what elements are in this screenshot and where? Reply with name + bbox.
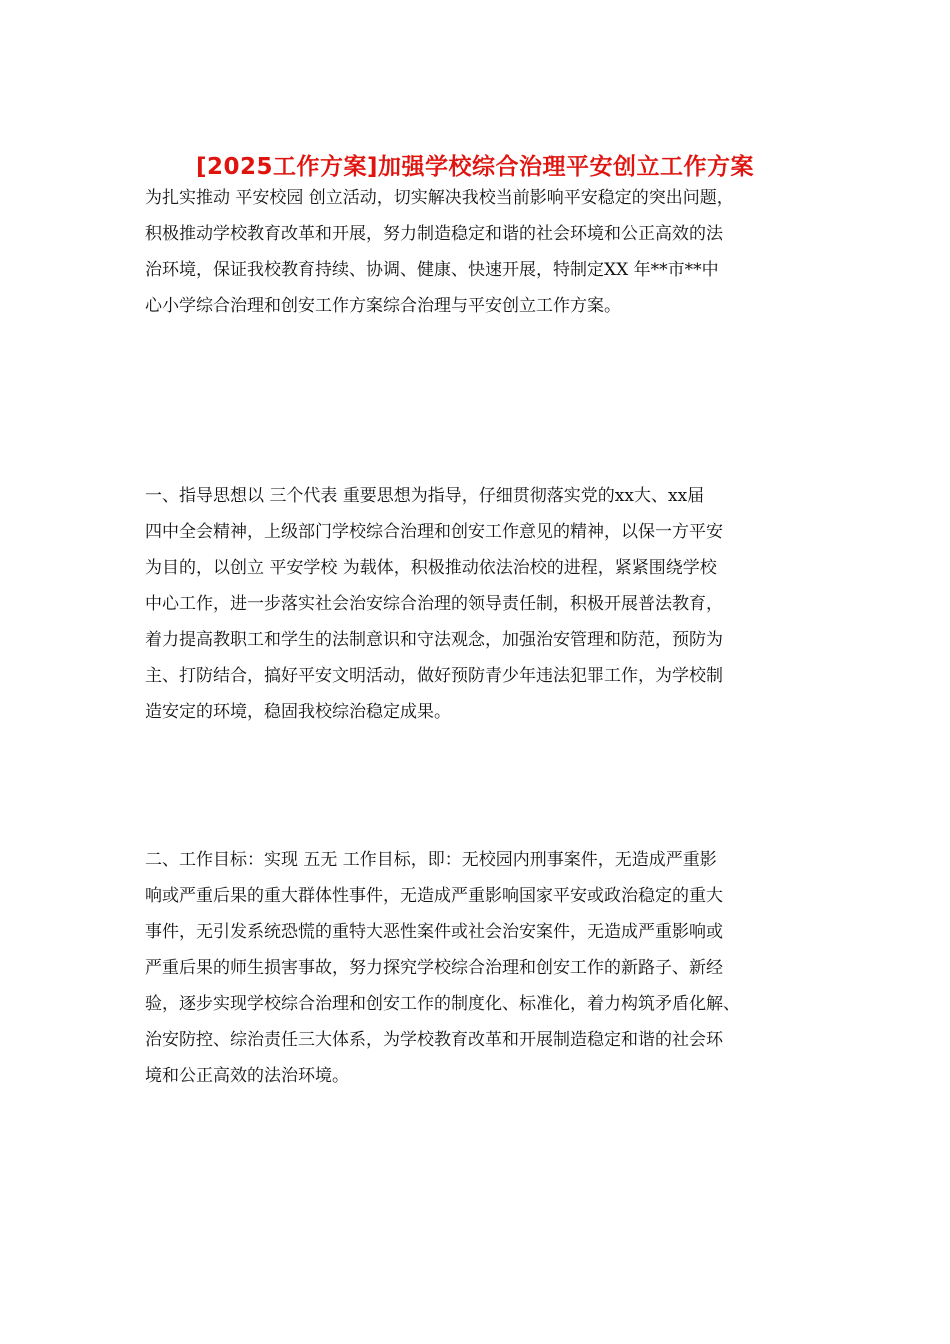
text-line: 着力提高教职工和学生的法制意识和守法观念，加强治安管理和防范，预防为 xyxy=(145,630,723,650)
text-line: 为扎实推动 平安校园 创立活动，切实解决我校当前影响平安稳定的突出问题， xyxy=(145,188,734,208)
paragraph-guiding-ideology xyxy=(145,478,810,730)
paragraph-intro xyxy=(145,180,810,324)
text-line: 治环境，保证我校教育持续、协调、健康、快速开展，特制定XX 年**市**中 xyxy=(145,260,719,280)
text-line: 事件，无引发系统恐慌的重特大恶性案件或社会治安案件，无造成严重影响或 xyxy=(145,922,723,942)
text-line: 二、工作目标：实现 五无 工作目标，即：无校园内刑事案件，无造成严重影 xyxy=(145,850,717,870)
paragraph-work-goals xyxy=(145,842,810,1094)
text-line: 一、指导思想以 三个代表 重要思想为指导，仔细贯彻落实党的xx大、xx届 xyxy=(145,486,705,506)
text-line: 境和公正高效的法治环境。 xyxy=(145,1066,349,1086)
document-title: [2025工作方案]加强学校综合治理平安创立工作方案 xyxy=(195,154,755,180)
text-line: 心小学综合治理和创安工作方案综合治理与平安创立工作方案。 xyxy=(145,296,621,316)
text-line: 主、打防结合，搞好平安文明活动，做好预防青少年违法犯罪工作，为学校制 xyxy=(145,666,723,686)
text-line: 响或严重后果的重大群体性事件，无造成严重影响国家平安或政治稳定的重大 xyxy=(145,886,723,906)
text-line: 中心工作，进一步落实社会治安综合治理的领导责任制，积极开展普法教育， xyxy=(145,594,723,614)
text-line: 治安防控、综治责任三大体系，为学校教育改革和开展制造稳定和谐的社会环 xyxy=(145,1030,723,1050)
text-line: 为目的，以创立 平安学校 为载体，积极推动依法治校的进程，紧紧围绕学校 xyxy=(145,558,717,578)
text-line: 严重后果的师生损害事故，努力探究学校综合治理和创安工作的新路子、新经 xyxy=(145,958,723,978)
text-line: 积极推动学校教育改革和开展，努力制造稳定和谐的社会环境和公正高效的法 xyxy=(145,224,723,244)
text-line: 四中全会精神，上级部门学校综合治理和创安工作意见的精神，以保一方平安 xyxy=(145,522,723,542)
text-line: 造安定的环境，稳固我校综治稳定成果。 xyxy=(145,702,451,722)
text-line: 验，逐步实现学校综合治理和创安工作的制度化、标准化，着力构筑矛盾化解、 xyxy=(145,994,740,1014)
